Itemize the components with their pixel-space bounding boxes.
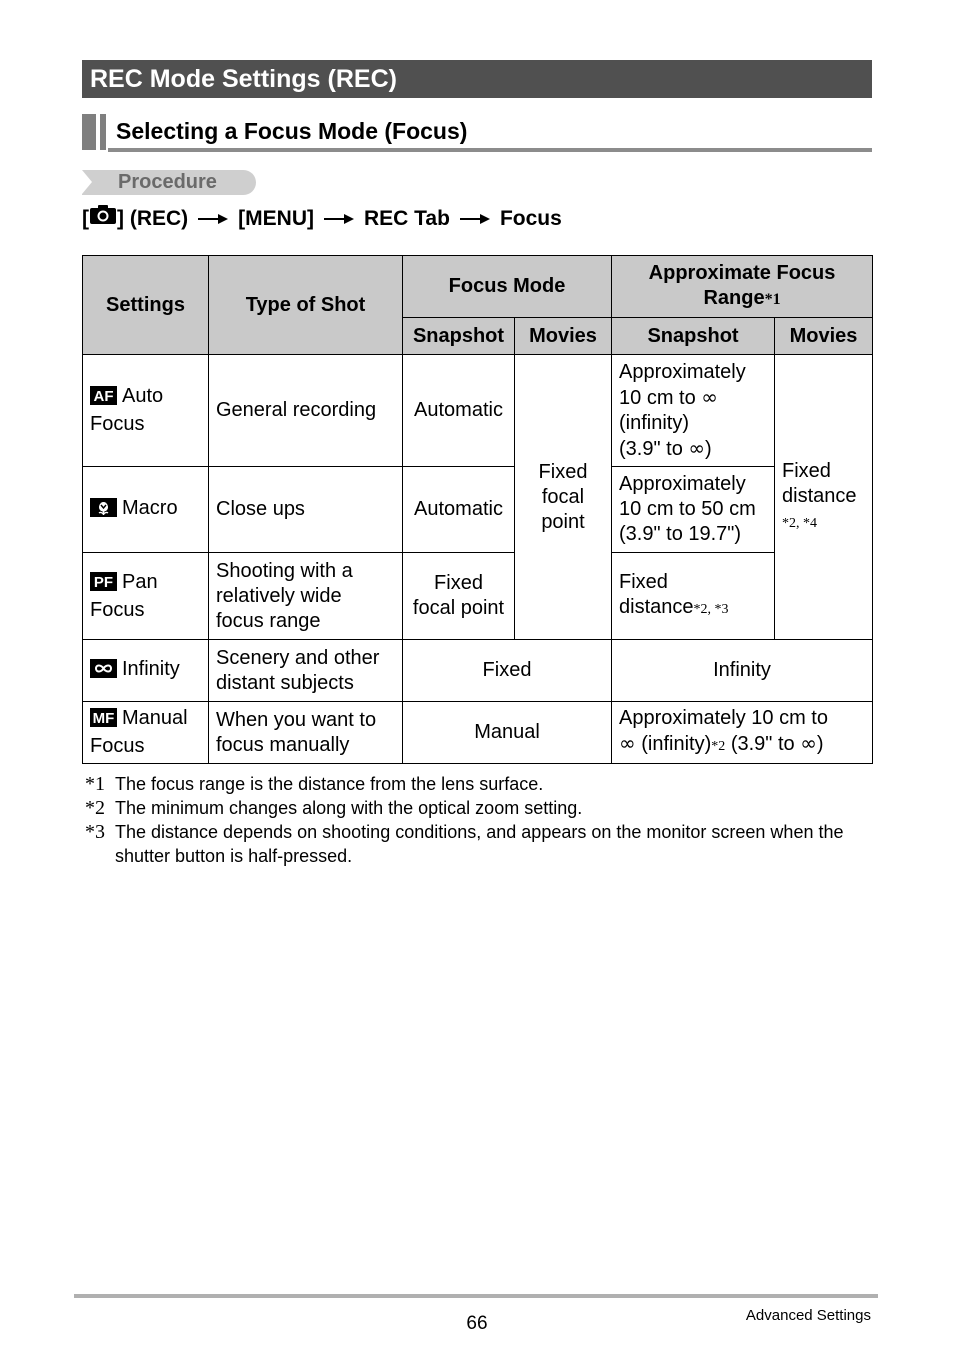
movies-range-cell: Fixed distance *2, *4 [775, 355, 873, 640]
footnote [82, 796, 855, 820]
infinity-symbol-icon: ∞ [619, 731, 636, 755]
footnotes [82, 772, 855, 868]
sub-heading [82, 114, 872, 152]
footnote-ref: *2, *4 [782, 515, 818, 531]
footer-rule [74, 1294, 878, 1298]
path-focus: Focus [499, 206, 562, 230]
infinity-symbol-icon: ∞ [800, 731, 817, 755]
path-rec-tab: REC Tab [363, 206, 450, 230]
table-row [83, 553, 873, 640]
svg-text:MF: MF [92, 710, 115, 727]
procedure-label [82, 170, 256, 195]
footnote-ref: *2 [711, 739, 726, 754]
header-movies: Movies [775, 318, 873, 355]
footnote-text: The minimum changes along with the optical zoom setting. [115, 798, 583, 818]
snapshot-range-cell: Approximately 10 cm to 50 cm (3.9" to 19.7") [612, 467, 775, 553]
heading-bar-decoration [100, 114, 106, 150]
snapshot-mode-cell: Automatic [403, 467, 515, 553]
footnote [82, 820, 855, 868]
header-snapshot: Snapshot [612, 318, 775, 355]
sub-heading-title: Selecting a Focus Mode (Focus) [116, 118, 468, 144]
infinity-symbol-icon: ∞ [701, 384, 718, 409]
right-arrow-icon [460, 206, 490, 232]
af-icon [90, 386, 117, 412]
heading-underline [108, 148, 872, 152]
footnote-text: The distance depends on shooting conditions, and appears on the monitor screen when the shutter button is half-pressed. [115, 822, 844, 866]
header-type-of-shot: Type of Shot [209, 256, 403, 355]
range-cell: Infinity [612, 640, 873, 702]
path-rec: ] (REC) [117, 206, 189, 230]
camera-icon [89, 205, 117, 232]
type-cell: When you want to focus manually [209, 702, 403, 764]
setting-cell: Infinity [83, 640, 209, 702]
type-cell: Scenery and other distant subjects [209, 640, 403, 702]
pf-icon [90, 572, 117, 598]
table-row [83, 702, 873, 764]
mf-icon [90, 708, 117, 734]
footer-section-name: Advanced Settings [745, 1307, 871, 1324]
header-focus-mode: Focus Mode [403, 256, 612, 318]
footnote [82, 772, 855, 796]
procedure-text: Procedure [118, 171, 217, 193]
snapshot-range-cell: Approximately 10 cm to ∞ (infinity) (3.9" to ∞) [612, 355, 775, 467]
path-open-bracket: [ [82, 206, 89, 230]
snapshot-mode-cell: Fixed focal point [403, 553, 515, 640]
infinity-icon [90, 659, 117, 685]
table-row [83, 355, 873, 467]
table-row [83, 640, 873, 702]
page-number: 66 [466, 1313, 488, 1334]
header-approx-range: Approximate Focus Range*1 [612, 256, 873, 318]
section-banner [82, 60, 872, 98]
header-settings: Settings [83, 256, 209, 355]
focus-mode-cell: Manual [403, 702, 612, 764]
setting-cell: PF Pan Focus [83, 553, 209, 640]
heading-bar-decoration [82, 114, 96, 150]
range-cell: Approximately 10 cm to ∞ (infinity)*2 (3.9" to ∞) [612, 702, 873, 764]
snapshot-mode-cell: Automatic [403, 355, 515, 467]
svg-text:PF: PF [93, 573, 114, 591]
infinity-symbol-icon: ∞ [688, 435, 706, 460]
footnote-ref: *1 [764, 291, 781, 308]
type-cell: Shooting with a relatively wide focus range [209, 553, 403, 640]
header-movies: Movies [515, 318, 612, 355]
macro-flower-icon [90, 498, 117, 524]
focus-mode-cell: Fixed [403, 640, 612, 702]
movies-mode-cell: Fixed focal point [515, 355, 612, 640]
footnote-mark: *3 [85, 821, 105, 843]
right-arrow-icon [198, 206, 228, 232]
footnote-mark: *1 [85, 773, 105, 795]
setting-cell: AF Auto Focus [83, 355, 209, 467]
footnote-ref: *2, *3 [693, 602, 729, 617]
table-row [83, 467, 873, 553]
menu-path [82, 205, 562, 232]
setting-cell: Macro [83, 467, 209, 553]
type-cell: Close ups [209, 467, 403, 553]
path-menu: [MENU] [238, 206, 314, 230]
header-snapshot: Snapshot [403, 318, 515, 355]
focus-mode-table [82, 255, 873, 764]
section-title: REC Mode Settings (REC) [90, 65, 397, 93]
svg-text:AF: AF [93, 388, 114, 405]
footnote-text: The focus range is the distance from the lens surface. [115, 774, 544, 794]
right-arrow-icon [324, 206, 354, 232]
type-cell: General recording [209, 355, 403, 467]
footnote-mark: *2 [85, 797, 105, 819]
snapshot-range-cell: Fixed distance*2, *3 [612, 553, 775, 640]
setting-cell: MF Manual Focus [83, 702, 209, 764]
